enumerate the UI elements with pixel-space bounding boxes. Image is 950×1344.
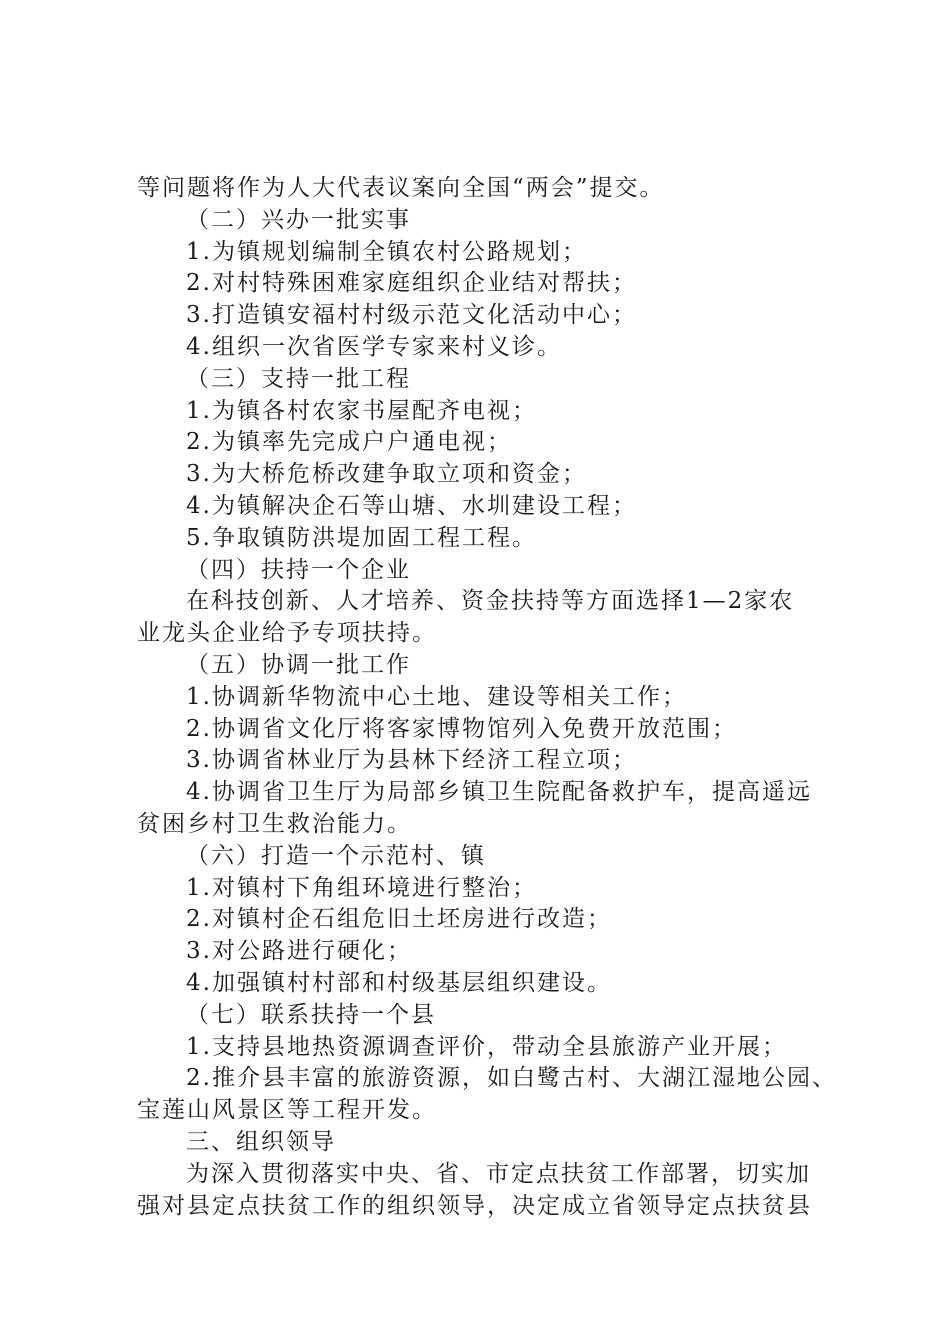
text-line: 5.争取镇防洪堤加固工程工程。 <box>186 524 537 551</box>
text-line: 三、组织领导 <box>186 1128 336 1155</box>
text-line: 2.推介县丰富的旅游资源，如白鹭古村、大湖江湿地公园、 <box>186 1065 837 1092</box>
text-line: 2.对镇村企石组危旧土坯房进行改造； <box>186 906 612 933</box>
text-line: 在科技创新、人才培养、资金扶持等方面选择1—2家农 <box>186 588 795 615</box>
text-line: 1.对镇村下角组环境进行整治； <box>186 874 537 901</box>
text-line: 4.为镇解决企石等山塘、水圳建设工程； <box>186 492 637 519</box>
text-line: 4.组织一次省医学专家来村义诊。 <box>186 333 562 360</box>
text-line: 1.协调新华物流中心土地、建设等相关工作； <box>186 683 687 710</box>
text-line: 3.为大桥危桥改建争取立项和资金； <box>186 461 587 488</box>
text-line: （七）联系扶持一个县 <box>186 1001 436 1028</box>
text-line: 2.协调省文化厅将客家博物馆列入免费开放范围； <box>186 715 737 742</box>
text-line: 1.为镇各村农家书屋配齐电视； <box>186 397 537 424</box>
text-line: 2.为镇率先完成户户通电视； <box>186 429 512 456</box>
text-line: （四）扶持一个企业 <box>186 556 411 583</box>
text-line: 贫困乡村卫生救治能力。 <box>137 810 412 837</box>
text-line: 强对县定点扶贫工作的组织领导，决定成立省领导定点扶贫县 <box>137 1192 812 1219</box>
text-line: 2.对村特殊困难家庭组织企业结对帮扶； <box>186 270 637 297</box>
text-line: 3.对公路进行硬化； <box>186 938 412 965</box>
text-line: 为深入贯彻落实中央、省、市定点扶贫工作部署，切实加 <box>186 1160 811 1187</box>
text-line: （三）支持一批工程 <box>186 365 411 392</box>
text-line: 1.为镇规划编制全镇农村公路规划； <box>186 238 587 265</box>
text-line: 3.协调省林业厅为县林下经济工程立项； <box>186 747 637 774</box>
text-line: （五）协调一批工作 <box>186 651 411 678</box>
document-body <box>137 173 837 1222</box>
text-line: （六）打造一个示范村、镇 <box>186 842 486 869</box>
text-line: （二）兴办一批实事 <box>186 206 411 233</box>
text-line: 4.协调省卫生厅为局部乡镇卫生院配备救护车，提高遥远 <box>186 779 812 806</box>
text-line: 业龙头企业给予专项扶持。 <box>137 620 437 647</box>
text-line: 3.打造镇安福村村级示范文化活动中心； <box>186 302 637 329</box>
text-line: 1.支持县地热资源调查评价，带动全县旅游产业开展； <box>186 1033 787 1060</box>
text-line: 4.加强镇村村部和村级基层组织建设。 <box>186 969 612 996</box>
text-line: 宝莲山风景区等工程开发。 <box>137 1097 437 1124</box>
text-line: 等问题将作为人大代表议案向全国“两会”提交。 <box>137 175 665 201</box>
